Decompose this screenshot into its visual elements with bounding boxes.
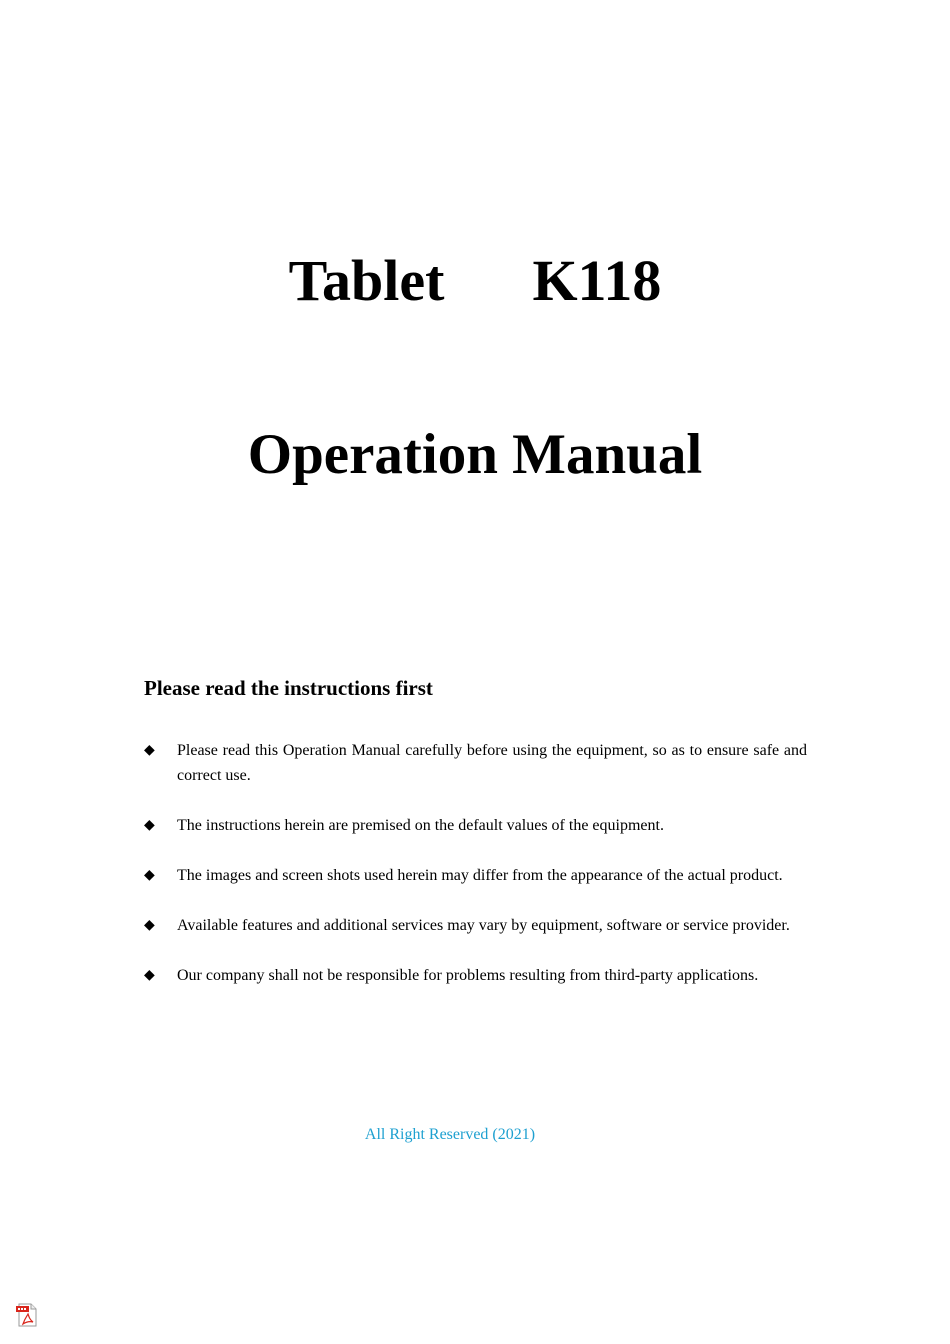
- diamond-bullet-icon: ◆: [144, 818, 155, 833]
- notice-item-text: Our company shall not be responsible for problems resulting from third-party applications.: [177, 967, 759, 984]
- product-name: Tablet: [288, 248, 445, 313]
- notice-item: [144, 813, 807, 838]
- notice-heading: Please read the instructions first: [144, 676, 433, 700]
- notice-item-text: Please read this Operation Manual carefully before using the equipment, so as to ensure safe and correct use.: [177, 742, 807, 784]
- notice-list: [144, 738, 807, 1013]
- notice-item: [144, 863, 807, 888]
- notice-item-text: Available features and additional services may vary by equipment, software or service provider.: [177, 917, 790, 934]
- notice-item: [144, 963, 807, 988]
- copyright-notice: All Right Reserved (2021): [364, 1126, 536, 1143]
- notice-item-text: The instructions herein are premised on the default values of the equipment.: [177, 817, 664, 834]
- notice-item: [144, 913, 807, 938]
- diamond-bullet-icon: ◆: [144, 918, 155, 933]
- notice-item-text: The images and screen shots used herein may differ from the appearance of the actual product.: [177, 867, 783, 884]
- diamond-bullet-icon: ◆: [144, 968, 155, 983]
- model-number: K118: [532, 248, 662, 313]
- manual-subtitle: Operation Manual: [247, 423, 703, 486]
- notice-item: [144, 738, 807, 788]
- pdf-file-icon: [16, 1303, 38, 1327]
- diamond-bullet-icon: ◆: [144, 868, 155, 883]
- diamond-bullet-icon: ◆: [144, 743, 155, 758]
- title-product-line: [0, 248, 950, 313]
